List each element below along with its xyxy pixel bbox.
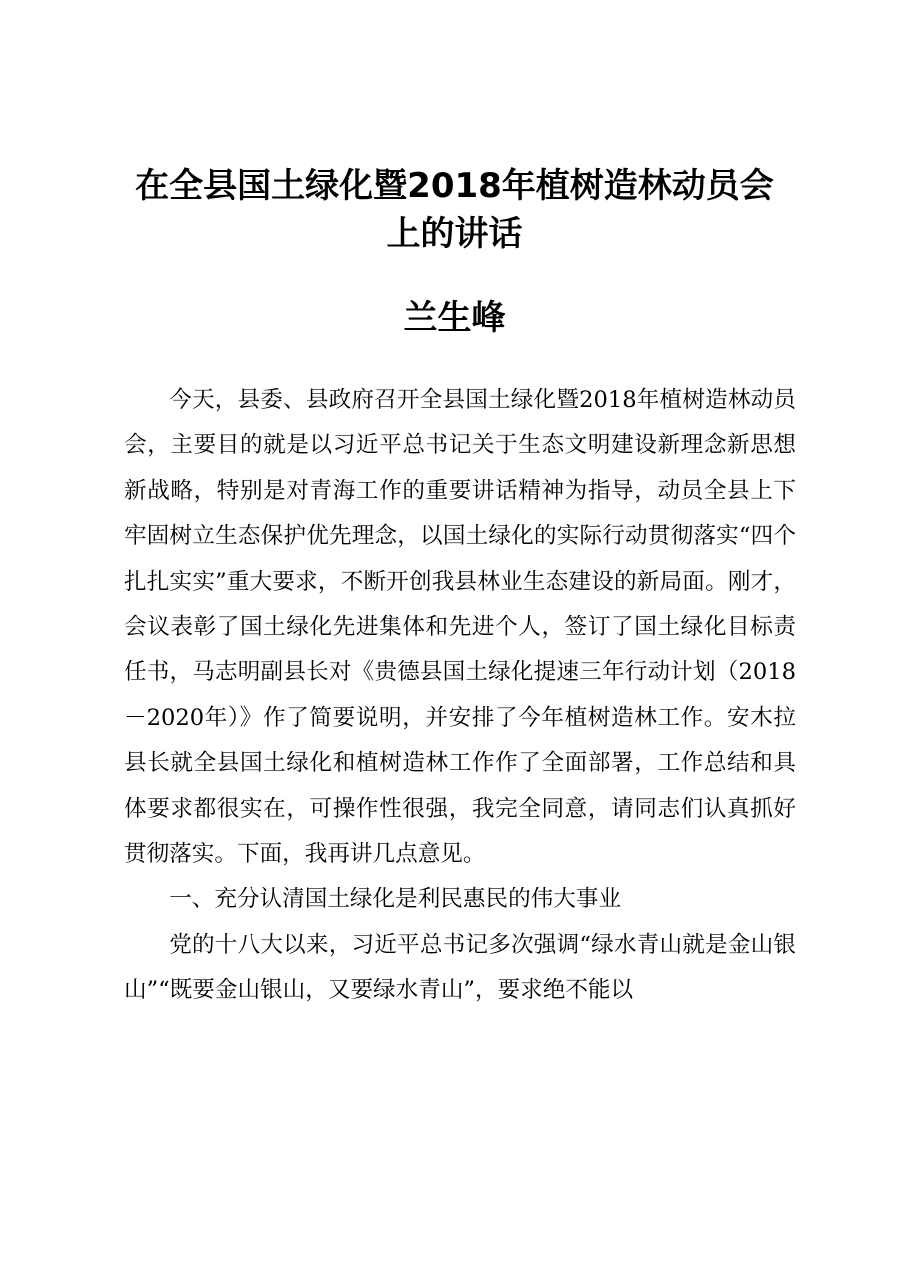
- paragraph-section-one: 党的十八大以来，习近平总书记多次强调“绿水青山就是金山银山”“既要金山银山，又要绿水青山”，要求绝不能以: [124, 931, 796, 1004]
- document-body: [124, 378, 796, 1014]
- section-heading: 一、充分认清国土绿化是利民惠民的伟大事业: [169, 886, 622, 913]
- document-title: 在全县国土绿化暨2018年植树造林动员会上的讲话: [135, 166, 774, 254]
- paragraph-intro: 今天，县委、县政府召开全县国土绿化暨2018年植树造林动员会，主要目的就是以习近平总书记关于生态文明建设新理念新思想新战略，特别是对青海工作的重要讲话精神为指导，动员全县上下牢固树立生态保护优先理念，以国土绿化的实际行动贯彻落实“四个扎扎实实”重大要求，不断开创我县林业生态建设的新局面。刚才，会议表彰了国土绿化先进集体和先进个人，签订了国土绿化目标责任书，马志明副县长对《贵德县国土绿化提速三年行动计划（2018－2020年）》作了简要说明，并安排了今年植树造林工作。安木拉县长就全县国土绿化和植树造林工作作了全面部署，工作总结和具体要求都很实在，可操作性很强，我完全同意，请同志们认真抓好贯彻落实。下面，我再讲几点意见。: [124, 387, 796, 868]
- document-author: 兰生峰: [403, 298, 506, 338]
